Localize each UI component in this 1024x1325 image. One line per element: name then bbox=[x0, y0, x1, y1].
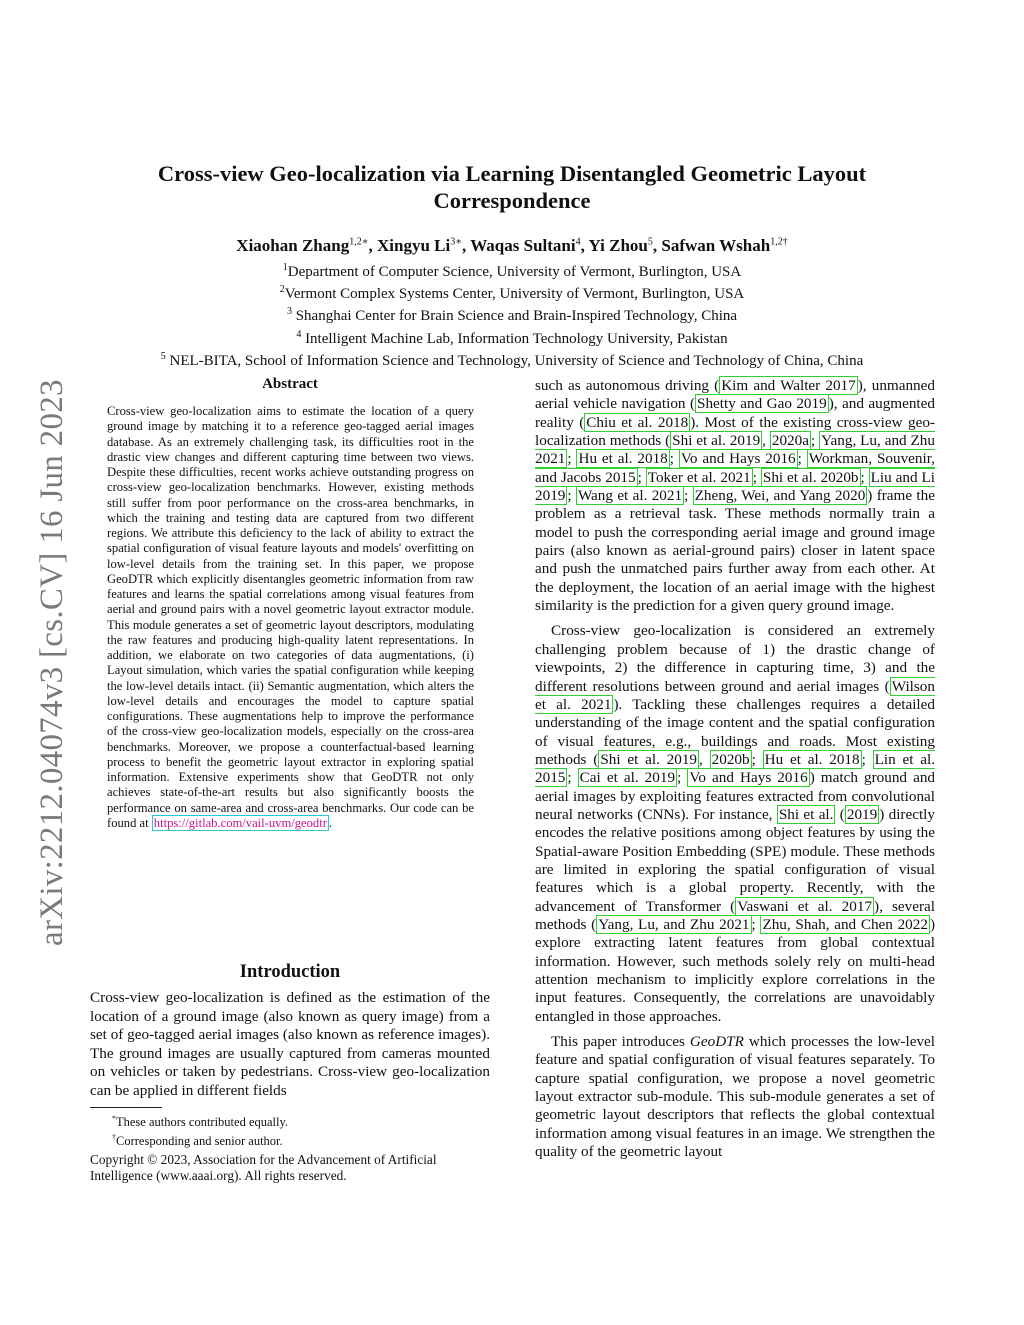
paper-title bbox=[100, 160, 924, 214]
right-column bbox=[535, 377, 935, 1168]
citation-link[interactable]: Yang, Lu, and Zhu 2021 bbox=[535, 432, 935, 468]
affiliation: $^2$Vermont Complex Systems Center, University of Vermont, Burlington, USA bbox=[279, 284, 745, 303]
citation-link[interactable]: Kim and Walter 2017 bbox=[721, 377, 856, 394]
affiliation: $^1$Department of Computer Science, University of Vermont, Burlington, USA bbox=[282, 262, 742, 280]
author: Xiaohan Zhang$^{1,2∗}$, bbox=[236, 235, 378, 255]
footnote-divider bbox=[90, 1107, 162, 1108]
title-line-2: Correspondence bbox=[433, 188, 591, 213]
copyright-notice: Copyright © 2023, Association for the Advancement of Artificial Intelligence (www.aaai.org). All rights reserved. bbox=[90, 1152, 437, 1183]
citation-link[interactable]: Shetty and Gao 2019 bbox=[697, 395, 827, 413]
introduction-heading: Introduction bbox=[239, 962, 341, 982]
footnote-corresponding-author: †Corresponding and senior author. bbox=[112, 1133, 283, 1149]
affiliation: $^5$ NEL-BITA, School of Information Science and Technology, University of Science and Technology of China, China bbox=[160, 350, 864, 369]
citation-link[interactable]: 2020b bbox=[711, 750, 750, 768]
footnote-equal-contribution: *These authors contributed equally. bbox=[112, 1114, 289, 1130]
paragraph: such as autonomous driving ( Kim and Walter 2017 ), unmanned aerial vehicle navigation ( Shetty and Gao 2019 ), and augmented reality ( Chiu et al. 2018 ). Most of the existing cross-view geo-localization methods ( Shi et al. 2019 , 2020a ; Yang, Lu, and Zhu 2021 ; Hu et al. 2018 ; Vo and Hays 2016 ; Workman, Souvenir, and Jacobs 2015 ; Toker et al. 2021 ; Shi et al. 2020b ; Liu and Li 2019 ; Wang et al. 2021 ; Zheng, Wei, and Yang 2020 ) frame the problem as a retrieval task. These methods normally train a model to push the corresponding aerial image and ground image pairs (also known as aerial-ground pairs) closer in latent space and push the unmatched pairs further away from each other. At the deployment, the location of an aerial image with the highest similarity is the prediction for a given query ground image. bbox=[535, 377, 935, 615]
author: Yi Zhou$^5$, bbox=[588, 235, 662, 255]
arxiv-identifier: arXiv:2212.04074v3 [cs.CV] 16 Jun 2023 bbox=[34, 379, 70, 946]
paragraph: This paper introduces GeoDTR which processes the low-level feature and spatial configuration of visual features separately. To capture spatial configuration, we propose a novel geometric layout extractor sub-module. This sub-module generates a set of geometric layout descriptors that reflects the global contextual information among visual features in an image. We strengthen the quality of the geometric layout bbox=[535, 1033, 936, 1161]
citation-link[interactable]: Yang, Lu, and Zhu 2021 bbox=[598, 915, 750, 933]
citation-link[interactable]: Chiu et al. 2018 bbox=[586, 413, 689, 431]
citation-link[interactable]: Hu et al. 2018 bbox=[578, 450, 668, 468]
citation-link[interactable]: Shi et al. 2020b bbox=[762, 468, 859, 486]
citation-link[interactable]: Vaswani et al. 2017 bbox=[737, 897, 873, 915]
author-list bbox=[100, 231, 924, 257]
citation-link[interactable]: Liu and Li 2019 bbox=[535, 468, 935, 505]
title-line-1: Cross-view Geo-localization via Learning Disentangled Geometric Layout bbox=[157, 161, 867, 186]
citation-link[interactable]: Cai et al. 2019 bbox=[579, 769, 676, 787]
citation-link[interactable]: Vo and Hays 2016 bbox=[680, 450, 796, 468]
citation-link[interactable]: Toker et al. 2021 bbox=[647, 468, 751, 486]
abstract-body: Cross-view geo-localization aims to estimate the location of a query ground image by matching it to a reference geo-tagged aerial images database. As an extremely challenging task, its difficulties root in the drastic view changes and different capturing time between two views. Despite these difficulties, recent works achieve outstanding progress on cross-view geo-localization benchmarks. However, existing methods still suffer from poor performance on the cross-area benchmarks, in which the training and testing data are captured from two different regions. We attribute this deficiency to the lack of ability to extract the spatial configuration of visual feature layouts and models' overfitting on low-level details from the training set. In this paper, we propose GeoDTR which explicitly disentangles geometric information from raw features and learns the spatial correlations among visual features from aerial and ground pairs with a novel geometric layout extractor module. This module generates a set of geometric layout descriptors, modulating the raw features and producing high-quality latent representations. In addition, we elaborate on two categories of data augmentations, (i) Layout simulation, which varies the spatial configuration while keeping the low-level details intact. (ii) Semantic augmentation, which alters the low-level details and encourages the model to capture spatial configurations. These augmentations help to improve the performance of the cross-view geo-localization models, especially on the cross-area benchmarks. Moreover, we propose a counterfactual-based learning process to benefit the geometric layout extractor in exploring spatial information. Extensive experiments show that GeoDTR not only achieves state-of-the-art results but also significantly boosts the performance on same-area and cross-area benchmarks. Our code can be found at https://gitlab.com/vail-uvm/geodtr . bbox=[107, 404, 474, 830]
citation-link[interactable]: Vo and Hays 2016 bbox=[689, 769, 808, 787]
citation-link[interactable]: Lin et al. 2015 bbox=[535, 750, 936, 787]
citation-link[interactable]: Zhu, Shah, and Chen 2022 bbox=[762, 915, 928, 933]
affiliation: $^4$ Intelligent Machine Lab, Information Technology University, Pakistan bbox=[296, 328, 728, 347]
citation-link[interactable]: Shi et al. bbox=[778, 805, 834, 823]
citation-link[interactable]: Hu et al. 2018 bbox=[764, 750, 860, 768]
affiliation: $^3$ Shanghai Center for Brain Science and Brain-Inspired Technology, China bbox=[286, 306, 738, 325]
author: Waqas Sultani$^4$, bbox=[470, 235, 589, 255]
citation-link[interactable]: Zheng, Wei, and Yang 2020 bbox=[694, 487, 866, 505]
citation-link[interactable]: Workman, Souvenir, and Jacobs 2015 bbox=[535, 450, 935, 486]
citation-link[interactable]: Wilson et al. 2021 bbox=[535, 677, 935, 713]
citation-link[interactable]: Wang et al. 2021 bbox=[577, 487, 683, 505]
citation-link[interactable]: 2020a bbox=[771, 432, 809, 450]
author: Safwan Wshah$^{1,2\dagger}$ bbox=[661, 235, 788, 255]
introduction-paragraph: Cross-view geo-localization is defined as the estimation of the location of a ground image (also known as query image) from a set of geo-tagged aerial images (also known as reference images). The ground images are usually captured from cameras mounted on vehicles or taken by pedestrians. Cross-view geo-localization can be applied in different fields bbox=[90, 989, 490, 1099]
footnotes bbox=[90, 1111, 490, 1183]
code-link[interactable]: https://gitlab.com/vail-uvm/geodtr bbox=[153, 815, 327, 830]
citation-link[interactable]: 2019 bbox=[846, 805, 878, 823]
citation-link[interactable]: Shi et al. 2019 bbox=[672, 432, 761, 450]
author: Xingyu $Li^{3∗}$, bbox=[377, 235, 471, 255]
abstract-heading: Abstract bbox=[262, 376, 318, 392]
affiliations bbox=[100, 259, 924, 370]
paragraph: Cross-view geo-localization is considered an extremely challenging problem because of 1) the drastic change of viewpoints, 2) the difference in capturing time, 3) and the different resolutions between ground and aerial images ( Wilson et al. 2021 ). Tackling these challenges requires a detailed understanding of the image content and the spatial configuration of visual features, e.g., buildings and roads. Most existing methods ( Shi et al. 2019 , 2020b ; Hu et al. 2018 ; Lin et al. 2015 ; Cai et al. 2019 ; Vo and Hays 2016 ) match ground and aerial images by exploiting features extracted from convolutional neural networks (CNNs). For instance, Shi et al. ( 2019 ) directly encodes the relative positions among object features by using the Spatial-aware Position Embedding (SPE) module. These methods are limited in exploring the spatial configuration of visual features which is a global property. Recently, with the advancement of Transformer ( Vaswani et al. 2017 ), several methods ( Yang, Lu, and Zhu 2021 ; Zhu, Shah, and Chen 2022 ) explore extracting latent features from global contextual information. However, such methods solely rely on multi-head attention mechanism to implicitly explore correlations in the input features. Consequently, the correlations are unavoidably entangled in those approaches. bbox=[535, 622, 936, 1025]
method-name: GeoDTR bbox=[689, 1033, 744, 1051]
citation-link[interactable]: Shi et al. 2019 bbox=[600, 750, 698, 768]
